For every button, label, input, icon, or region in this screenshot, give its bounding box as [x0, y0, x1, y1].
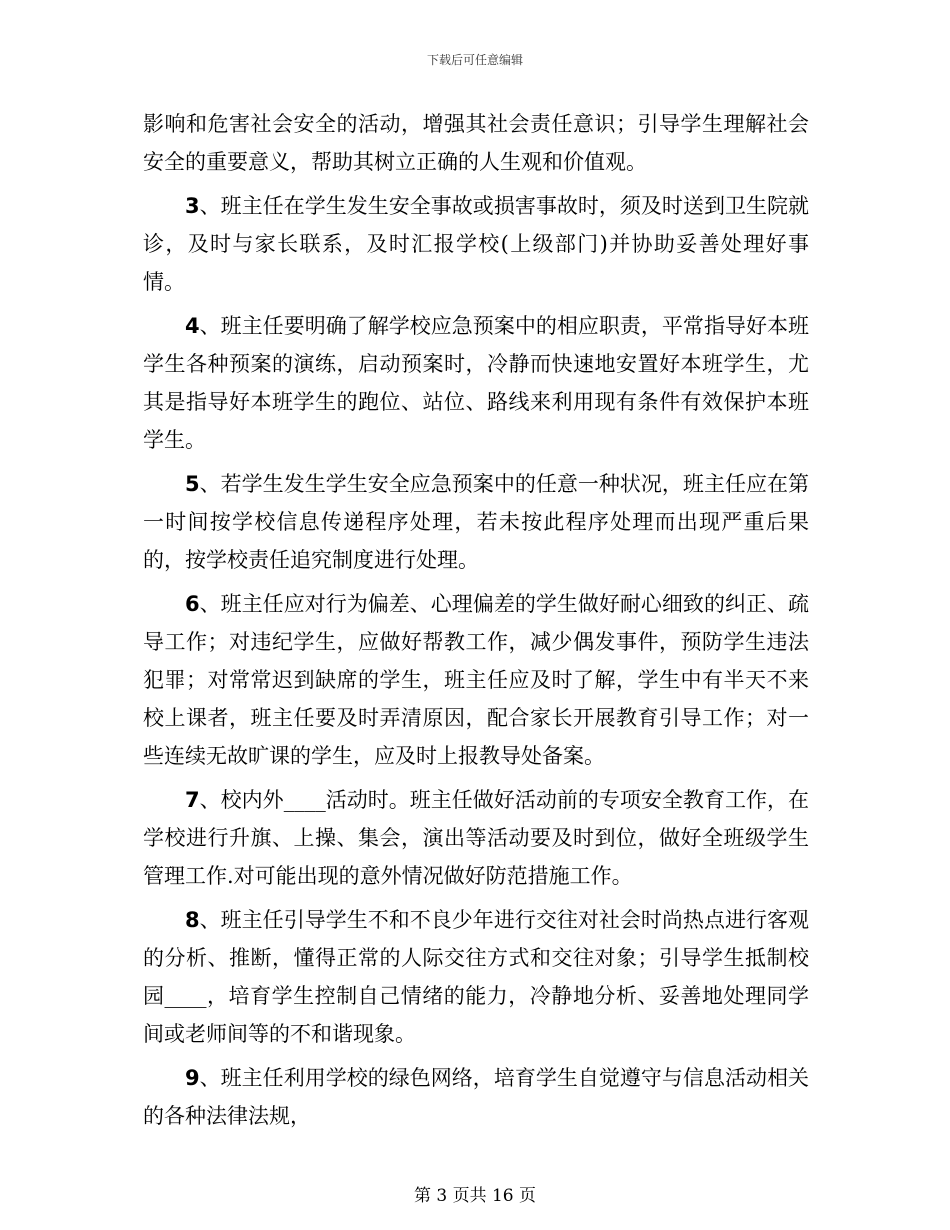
paragraph-item-3 [143, 187, 809, 301]
page-number-footer: 第 3 页共 16 页 [413, 1186, 537, 1206]
paragraph-item-7 [143, 781, 809, 895]
paragraph-text: 、班主任在学生发生安全事故或损害事故时，须及时送到卫生院就诊，及时与家长联系，及时汇报学校(上级部门)并协助妥善处理好事情。 [143, 194, 809, 294]
paragraph-number: 3 [185, 194, 200, 218]
document-body [143, 105, 809, 1141]
paragraph-text: 、校内外____活动时。班主任做好活动前的专项安全教育工作，在学校进行升旗、上操、集会，演出等活动要及时到位，做好全班级学生管理工作.对可能出现的意外情况做好防范措施工作。 [143, 788, 809, 888]
paragraph-continuation [143, 105, 809, 181]
paragraph-item-6 [143, 585, 809, 775]
paragraph-number: 7 [185, 788, 200, 812]
paragraph-text: 、班主任引导学生不和不良少年进行交往对社会时尚热点进行客观的分析、推断，懂得正常的人际交往方式和交往对象；引导学生抵制校园____，培育学生控制自己情绪的能力，冷静地分析、妥善地处理同学间或老师间等的不和谐现象。 [143, 908, 809, 1046]
paragraph-item-8 [143, 901, 809, 1053]
paragraph-number: 8 [185, 908, 200, 932]
paragraph-number: 5 [185, 472, 200, 496]
paragraph-text: 、班主任应对行为偏差、心理偏差的学生做好耐心细致的纠正、疏导工作；对违纪学生，应做好帮教工作，减少偶发事件，预防学生违法犯罪；对常常迟到缺席的学生，班主任应及时了解，学生中有半天不来校上课者，班主任要及时弄清原因，配合家长开展教育引导工作；对一些连续无故旷课的学生，应及时上报教导处备案。 [143, 592, 809, 768]
paragraph-item-4 [143, 307, 809, 459]
paragraph-number: 6 [185, 592, 200, 616]
page-header: 下载后可任意编辑 [426, 53, 523, 67]
paragraph-text: 影响和危害社会安全的活动，增强其社会责任意识；引导学生理解社会安全的重要意义，帮助其树立正确的人生观和价值观。 [143, 112, 809, 174]
paragraph-item-9 [143, 1059, 809, 1135]
paragraph-item-5 [143, 465, 809, 579]
paragraph-number: 9 [185, 1066, 200, 1090]
paragraph-text: 、若学生发生学生安全应急预案中的任意一种状况，班主任应在第一时间按学校信息传递程序处理，若未按此程序处理而出现严重后果的，按学校责任追究制度进行处理。 [143, 472, 809, 572]
paragraph-text: 、班主任利用学校的绿色网络，培育学生自觉遵守与信息活动相关的各种法律法规， [143, 1066, 809, 1128]
paragraph-number: 4 [185, 314, 200, 338]
paragraph-text: 、班主任要明确了解学校应急预案中的相应职责，平常指导好本班学生各种预案的演练，启动预案时，冷静而快速地安置好本班学生，尤其是指导好本班学生的跑位、站位、路线来利用现有条件有效保护本班学生。 [143, 314, 809, 452]
